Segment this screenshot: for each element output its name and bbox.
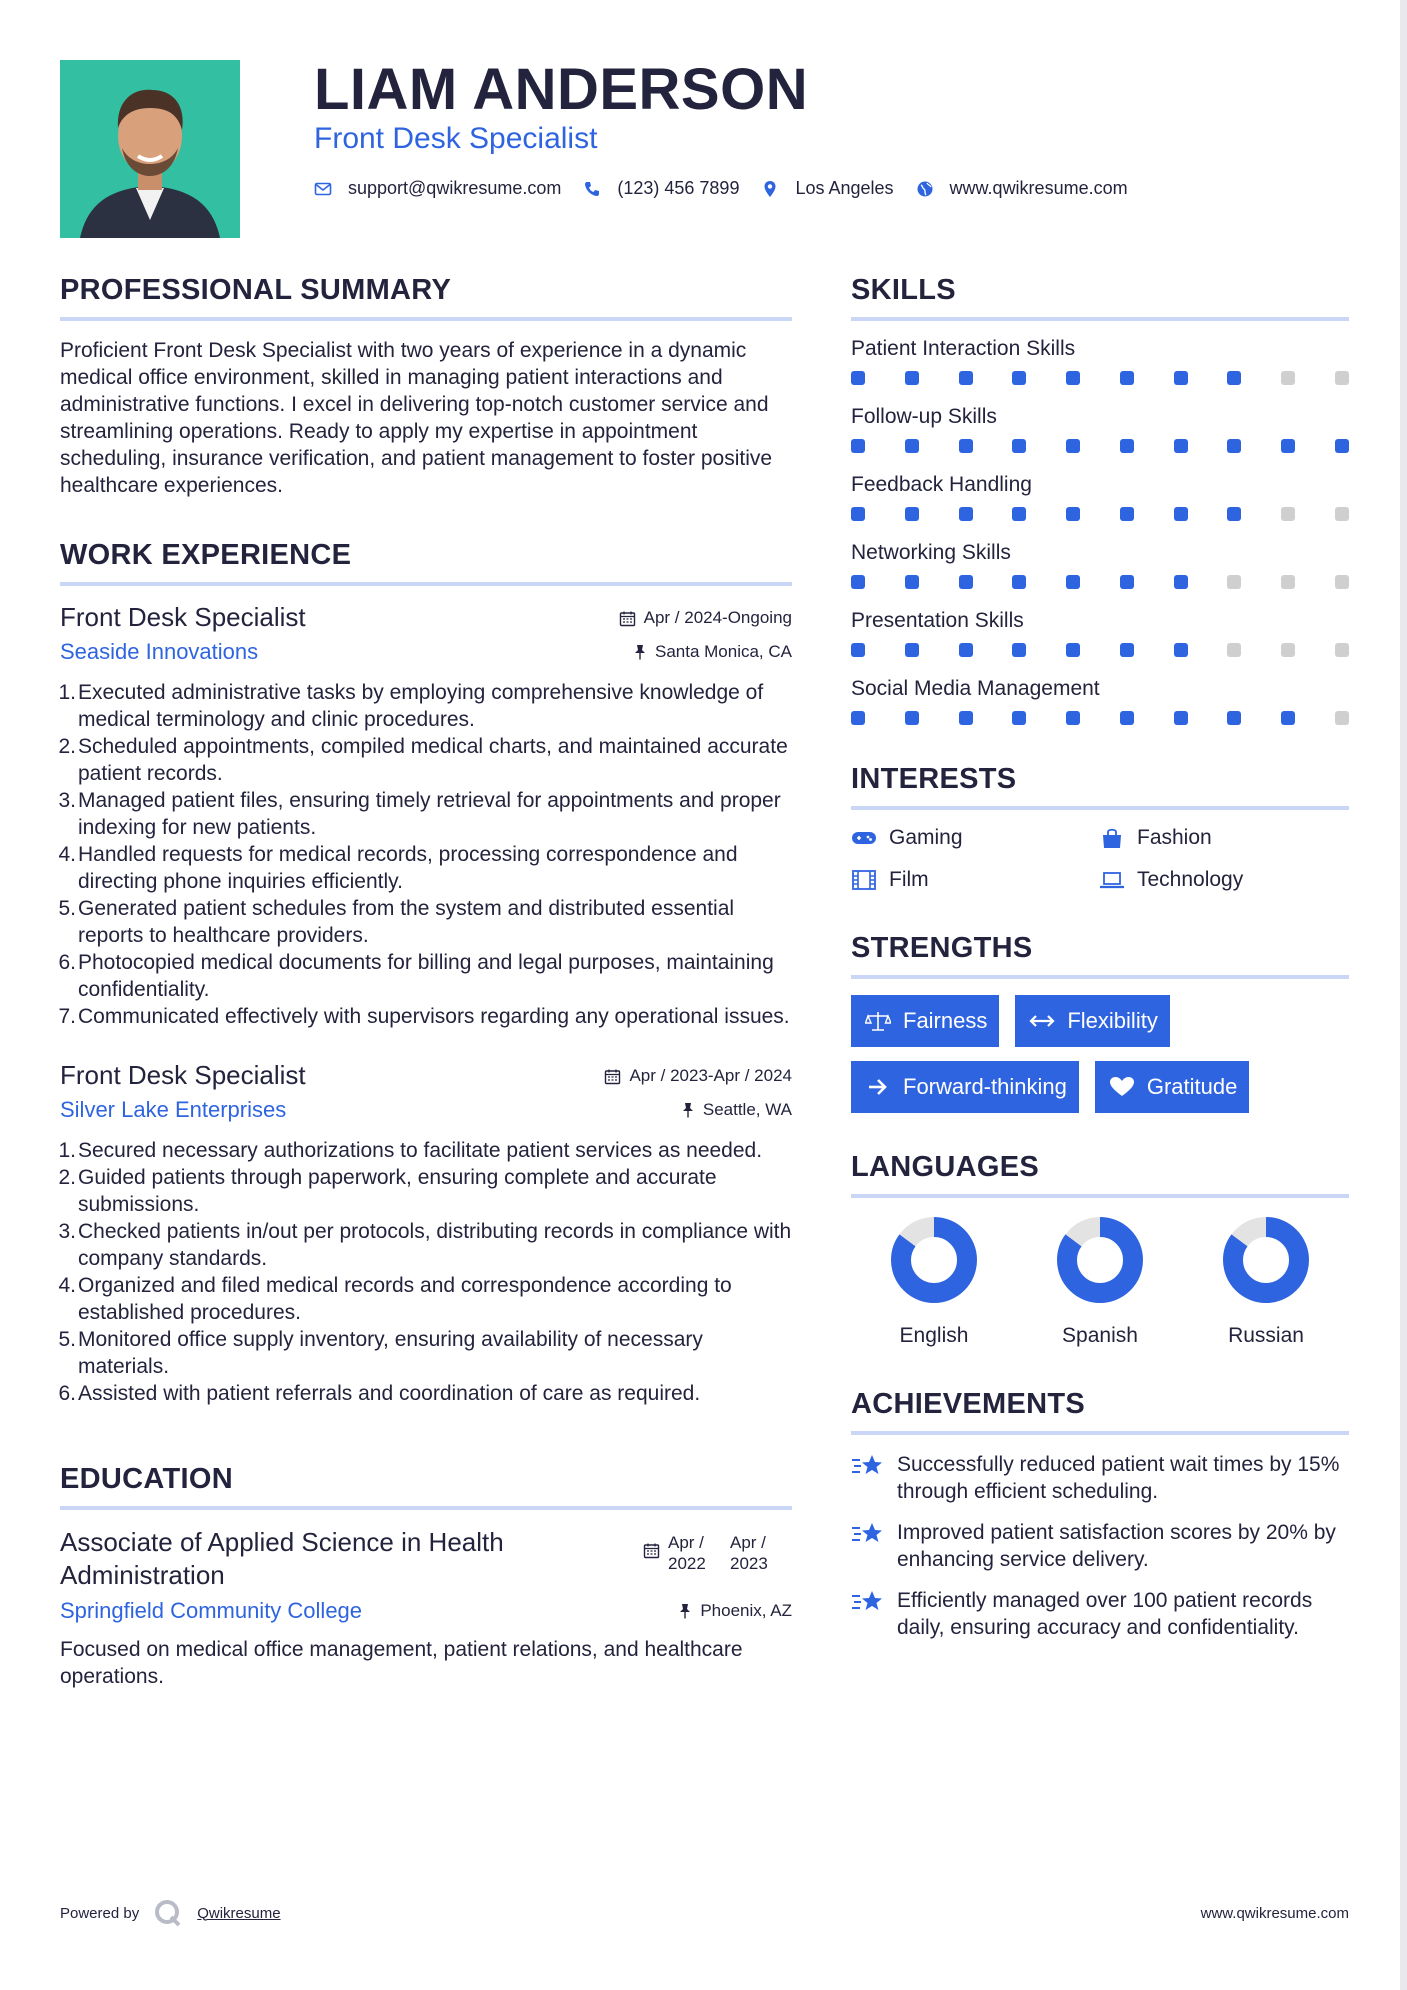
skill-dot-filled bbox=[905, 643, 919, 657]
skill-dot-filled bbox=[1012, 439, 1026, 453]
duty-item: Monitored office supply inventory, ensuring availability of necessary materials. bbox=[78, 1328, 703, 1378]
interest-item bbox=[1099, 868, 1349, 892]
calendar-icon bbox=[619, 610, 636, 627]
pushpin-icon bbox=[633, 644, 647, 660]
skill-dot-filled bbox=[1012, 643, 1026, 657]
education-heading: EDUCATION bbox=[60, 1463, 792, 1510]
skill-dot-filled bbox=[1120, 711, 1134, 725]
skill-dot-empty bbox=[1281, 575, 1295, 589]
skill-dot-filled bbox=[1227, 507, 1241, 521]
languages-heading: LANGUAGES bbox=[851, 1151, 1349, 1198]
contact-phone[interactable] bbox=[583, 178, 739, 199]
duty-item: Checked patients in/out per protocols, distributing records in compliance with company standards. bbox=[78, 1220, 792, 1270]
skill-dot-empty bbox=[1335, 711, 1349, 725]
skill-dot-filled bbox=[905, 575, 919, 589]
calendar-icon bbox=[643, 1542, 660, 1559]
achievements-list bbox=[851, 1451, 1349, 1641]
qwikresume-logo-icon bbox=[153, 1898, 183, 1928]
language-donut bbox=[1054, 1214, 1146, 1306]
skills-list bbox=[851, 337, 1349, 725]
pushpin-icon bbox=[678, 1603, 692, 1619]
education-location bbox=[678, 1601, 792, 1621]
contact-location bbox=[761, 178, 893, 199]
company-name: Silver Lake Enterprises bbox=[60, 1097, 287, 1122]
duty-item: Managed patient files, ensuring timely retrieval for appointments and proper indexing for new patients. bbox=[78, 789, 781, 839]
arrows-horizontal-icon bbox=[1029, 1010, 1055, 1032]
skill-dot-filled bbox=[1012, 507, 1026, 521]
achievement-text: Successfully reduced patient wait times by 15% through efficient scheduling. bbox=[897, 1453, 1340, 1503]
interest-item bbox=[1099, 826, 1349, 850]
strength-badge bbox=[851, 1061, 1079, 1113]
skill-dot-empty bbox=[1281, 643, 1295, 657]
interest-label: Gaming bbox=[889, 826, 963, 849]
skill-dot-empty bbox=[1335, 643, 1349, 657]
job-title: Front Desk Specialist bbox=[60, 602, 306, 632]
interests-heading: INTERESTS bbox=[851, 763, 1349, 810]
job-duties bbox=[60, 1137, 792, 1407]
contact-location-text: Los Angeles bbox=[795, 178, 894, 198]
achievements-heading: ACHIEVEMENTS bbox=[851, 1388, 1349, 1435]
skill-rating bbox=[851, 575, 1349, 589]
job-title: Front Desk Specialist bbox=[60, 1060, 306, 1090]
heart-icon bbox=[1109, 1076, 1135, 1098]
profile-photo bbox=[60, 60, 240, 238]
company-name: Seaside Innovations bbox=[60, 639, 259, 664]
shooting-star-icon bbox=[851, 1451, 885, 1481]
skill-dot-filled bbox=[1174, 439, 1188, 453]
laptop-icon bbox=[1099, 869, 1125, 891]
left-column bbox=[60, 274, 792, 1690]
skill-dot-empty bbox=[1335, 371, 1349, 385]
skill-dot-filled bbox=[959, 439, 973, 453]
skill-dot-filled bbox=[1120, 643, 1134, 657]
strength-badge bbox=[1095, 1061, 1250, 1113]
strength-label: Gratitude bbox=[1146, 1074, 1238, 1099]
language-name: Russian bbox=[1228, 1324, 1304, 1347]
skill-dot-filled bbox=[905, 507, 919, 521]
envelope-icon bbox=[314, 180, 332, 198]
film-icon bbox=[851, 869, 877, 891]
job-entry bbox=[60, 1060, 792, 1407]
skill-dot-filled bbox=[1066, 439, 1080, 453]
strength-label: Forward-thinking bbox=[903, 1074, 1067, 1099]
skill-dot-empty bbox=[1227, 643, 1241, 657]
duty-item: Executed administrative tasks by employing comprehensive knowledge of medical terminology and clinic procedures. bbox=[78, 681, 764, 731]
footer bbox=[60, 1898, 1349, 1928]
contact-phone-text: (123) 456 7899 bbox=[617, 178, 740, 198]
duty-item: Generated patient schedules from the system and distributed essential reports to healthcare providers. bbox=[78, 897, 735, 947]
summary-heading: PROFESSIONAL SUMMARY bbox=[60, 274, 792, 321]
skill-dot-filled bbox=[851, 711, 865, 725]
skill-item bbox=[851, 677, 1349, 725]
skill-dot-filled bbox=[851, 575, 865, 589]
interests-list bbox=[851, 826, 1349, 892]
skill-dot-filled bbox=[905, 711, 919, 725]
profile-photo-illustration bbox=[60, 60, 240, 238]
strength-label: Flexibility bbox=[1067, 1008, 1158, 1033]
language-item bbox=[1017, 1214, 1183, 1348]
language-item bbox=[851, 1214, 1017, 1348]
job-location bbox=[681, 1100, 792, 1120]
job-dates bbox=[619, 608, 792, 628]
skill-rating bbox=[851, 711, 1349, 725]
job-dates-text: Apr / 2024-Ongoing bbox=[643, 608, 792, 627]
skill-dot-empty bbox=[1281, 507, 1295, 521]
strength-label: Fairness bbox=[903, 1008, 988, 1033]
duty-item: Scheduled appointments, compiled medical charts, and maintained accurate patient records. bbox=[78, 735, 788, 785]
arrow-right-icon bbox=[865, 1076, 891, 1098]
education-description: Focused on medical office management, patient relations, and healthcare operations. bbox=[60, 1638, 743, 1688]
job-location-text: Seattle, WA bbox=[702, 1100, 792, 1119]
skill-dot-filled bbox=[1012, 711, 1026, 725]
gamepad-icon bbox=[851, 827, 877, 849]
achievement-text: Efficiently managed over 100 patient records daily, ensuring accuracy and confidentiality. bbox=[897, 1589, 1313, 1639]
powered-by bbox=[60, 1898, 281, 1928]
skill-dot-filled bbox=[1120, 575, 1134, 589]
job-duties bbox=[60, 679, 792, 1030]
skill-dot-filled bbox=[1012, 371, 1026, 385]
phone-icon bbox=[583, 180, 601, 198]
candidate-role: Front Desk Specialist bbox=[314, 122, 598, 155]
skill-dot-empty bbox=[1335, 507, 1349, 521]
job-dates bbox=[604, 1066, 792, 1086]
strengths-heading: STRENGTHS bbox=[851, 932, 1349, 979]
skill-dot-filled bbox=[959, 507, 973, 521]
skill-dot-filled bbox=[1066, 643, 1080, 657]
brand-link[interactable]: Qwikresume bbox=[197, 1904, 281, 1922]
language-item bbox=[1183, 1214, 1349, 1348]
skill-dot-filled bbox=[1335, 439, 1349, 453]
job-entry bbox=[60, 602, 792, 1030]
experience-heading: WORK EXPERIENCE bbox=[60, 539, 792, 586]
skill-dot-filled bbox=[1066, 711, 1080, 725]
skill-dot-filled bbox=[1066, 575, 1080, 589]
interest-label: Film bbox=[889, 868, 929, 891]
strengths-list bbox=[851, 995, 1349, 1113]
map-pin-icon bbox=[761, 180, 779, 198]
skill-name: Networking Skills bbox=[851, 541, 1011, 564]
skill-dot-filled bbox=[1174, 575, 1188, 589]
skill-dot-filled bbox=[1227, 371, 1241, 385]
globe-icon bbox=[916, 180, 934, 198]
skill-name: Patient Interaction Skills bbox=[851, 337, 1076, 360]
shopping-bag-icon bbox=[1099, 827, 1125, 849]
skill-item bbox=[851, 473, 1349, 521]
job-location bbox=[633, 642, 792, 662]
powered-by-label: Powered by bbox=[60, 1904, 140, 1922]
skill-dot-filled bbox=[851, 439, 865, 453]
right-column bbox=[851, 274, 1349, 1655]
skill-dot-filled bbox=[1066, 371, 1080, 385]
education-entry bbox=[60, 1526, 792, 1690]
duty-item: Guided patients through paperwork, ensuring complete and accurate submissions. bbox=[78, 1166, 717, 1216]
job-dates-text: Apr / 2023-Apr / 2024 bbox=[629, 1066, 792, 1085]
skill-dot-filled bbox=[1174, 507, 1188, 521]
contact-website[interactable] bbox=[916, 178, 1128, 199]
strength-badge bbox=[851, 995, 999, 1047]
shooting-star-icon bbox=[851, 1519, 885, 1549]
skill-dot-filled bbox=[1174, 643, 1188, 657]
skill-dot-filled bbox=[959, 711, 973, 725]
skill-name: Presentation Skills bbox=[851, 609, 1024, 632]
skill-dot-empty bbox=[1335, 575, 1349, 589]
skill-dot-filled bbox=[1012, 575, 1026, 589]
skills-heading: SKILLS bbox=[851, 274, 1349, 321]
skill-rating bbox=[851, 439, 1349, 453]
contact-website-text: www.qwikresume.com bbox=[949, 178, 1128, 198]
skill-dot-filled bbox=[851, 371, 865, 385]
education-location-text: Phoenix, AZ bbox=[700, 1601, 792, 1620]
duty-item: Secured necessary authorizations to facilitate patient services as needed. bbox=[78, 1139, 763, 1162]
skill-dot-empty bbox=[1227, 575, 1241, 589]
achievement-item bbox=[851, 1519, 1349, 1573]
skill-dot-filled bbox=[1066, 507, 1080, 521]
pushpin-icon bbox=[681, 1102, 695, 1118]
skill-rating bbox=[851, 507, 1349, 521]
candidate-name: LIAM ANDERSON bbox=[314, 57, 809, 122]
skill-dot-filled bbox=[959, 575, 973, 589]
calendar-icon bbox=[604, 1068, 621, 1085]
job-location-text: Santa Monica, CA bbox=[654, 642, 792, 661]
shooting-star-icon bbox=[851, 1587, 885, 1617]
school-name: Springfield Community College bbox=[60, 1598, 363, 1623]
duty-item: Handled requests for medical records, processing correspondence and directing phone inquiries efficiently. bbox=[78, 843, 738, 893]
balance-scale-icon bbox=[865, 1010, 891, 1032]
footer-website[interactable]: www.qwikresume.com bbox=[1200, 1904, 1349, 1922]
skill-dot-filled bbox=[851, 643, 865, 657]
achievement-item bbox=[851, 1587, 1349, 1641]
contact-email-text: support@qwikresume.com bbox=[348, 178, 562, 198]
duty-item: Assisted with patient referrals and coordination of care as required. bbox=[78, 1382, 701, 1405]
contact-email[interactable] bbox=[314, 178, 561, 199]
skill-dot-filled bbox=[1281, 711, 1295, 725]
skill-name: Social Media Management bbox=[851, 677, 1100, 700]
skill-item bbox=[851, 405, 1349, 453]
interest-item bbox=[851, 826, 1099, 850]
skill-dot-filled bbox=[1227, 711, 1241, 725]
duty-item: Organized and filed medical records and correspondence according to established procedures. bbox=[78, 1274, 732, 1324]
interest-label: Technology bbox=[1137, 868, 1244, 891]
skill-item bbox=[851, 337, 1349, 385]
language-donut bbox=[1220, 1214, 1312, 1306]
language-donut bbox=[888, 1214, 980, 1306]
skill-dot-filled bbox=[1227, 439, 1241, 453]
duty-item: Photocopied medical documents for billing and legal purposes, maintaining confidentiality. bbox=[78, 951, 774, 1001]
duty-item: Communicated effectively with supervisors regarding any operational issues. bbox=[78, 1005, 790, 1028]
education-dates bbox=[643, 1532, 792, 1574]
language-name: English bbox=[899, 1324, 969, 1347]
skill-dot-empty bbox=[1281, 371, 1295, 385]
skill-name: Feedback Handling bbox=[851, 473, 1032, 496]
education-end: Apr / 2023 bbox=[730, 1533, 768, 1573]
achievement-text: Improved patient satisfaction scores by 20% by enhancing service delivery. bbox=[897, 1521, 1336, 1571]
skill-dot-filled bbox=[851, 507, 865, 521]
skill-dot-filled bbox=[1174, 371, 1188, 385]
skill-dot-filled bbox=[1120, 507, 1134, 521]
language-name: Spanish bbox=[1062, 1324, 1138, 1347]
skill-dot-filled bbox=[1120, 371, 1134, 385]
skill-rating bbox=[851, 643, 1349, 657]
skill-rating bbox=[851, 371, 1349, 385]
interest-label: Fashion bbox=[1137, 826, 1212, 849]
skill-dot-filled bbox=[1120, 439, 1134, 453]
languages-list bbox=[851, 1214, 1349, 1348]
contact-bar bbox=[314, 178, 1150, 199]
interest-item bbox=[851, 868, 1099, 892]
skill-dot-filled bbox=[959, 371, 973, 385]
skill-dot-filled bbox=[1174, 711, 1188, 725]
skill-name: Follow-up Skills bbox=[851, 405, 997, 428]
summary-text: Proficient Front Desk Specialist with two years of experience in a dynamic medical office environment, skilled in managing patient interactions and administrative functions. I excel in delivering top-notch customer service and streamlining operations. Ready to apply my expertise in appointment scheduling, insurance verification, and patient management to foster positive healthcare experiences. bbox=[60, 339, 773, 497]
skill-dot-filled bbox=[905, 439, 919, 453]
strength-badge bbox=[1015, 995, 1169, 1047]
skill-item bbox=[851, 609, 1349, 657]
degree-title: Associate of Applied Science in Health Administration bbox=[60, 1527, 504, 1590]
skill-dot-filled bbox=[959, 643, 973, 657]
education-start: Apr / 2022 bbox=[668, 1533, 706, 1573]
skill-dot-filled bbox=[1281, 439, 1295, 453]
skill-item bbox=[851, 541, 1349, 589]
achievement-item bbox=[851, 1451, 1349, 1505]
skill-dot-filled bbox=[905, 371, 919, 385]
